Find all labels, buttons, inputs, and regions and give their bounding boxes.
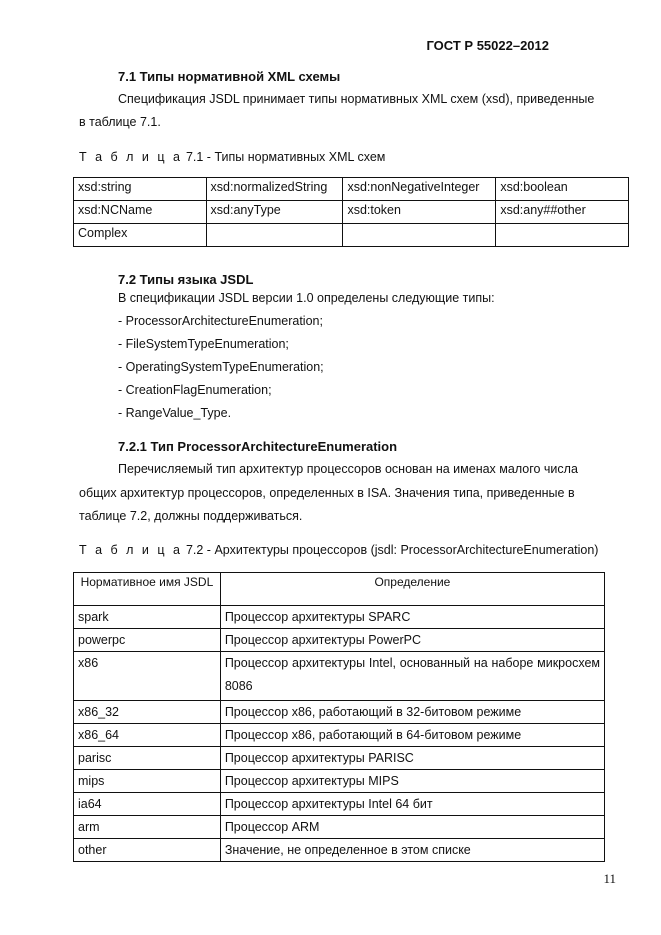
table-row	[74, 793, 605, 816]
arch-name-cell: arm	[74, 816, 221, 839]
table-row	[74, 606, 605, 629]
table-cell	[496, 224, 629, 247]
table-cell: Complex	[74, 224, 207, 247]
arch-definition-cell: Процессор архитектуры Intel, основанный на наборе микросхем 8086	[220, 652, 604, 701]
table-cell: xsd:string	[74, 178, 207, 201]
table-row	[74, 770, 605, 793]
arch-definition-cell: Процессор архитектуры SPARC	[220, 606, 604, 629]
arch-name-cell: x86_32	[74, 701, 221, 724]
table-header-row	[74, 573, 605, 606]
section-7-2-1-paragraph-line1: Перечисляемый тип архитектур процессоров основан на именах малого числа	[118, 462, 578, 476]
page-number: 11	[603, 871, 616, 886]
type-list-item: - ProcessorArchitectureEnumeration;	[118, 314, 323, 328]
table-cell	[343, 224, 496, 247]
document-header: ГОСТ Р 55022–2012	[426, 38, 549, 53]
caption-text: 7.2 - Архитектуры процессоров (jsdl: ProcessorArchitectureEnumeration)	[182, 543, 599, 557]
processor-architectures-table	[73, 572, 605, 862]
table-7-2-caption	[79, 543, 598, 557]
section-7-2-1-heading: 7.2.1 Тип ProcessorArchitectureEnumeration	[118, 439, 398, 454]
arch-definition-cell: Значение, не определенное в этом списке	[220, 839, 604, 862]
arch-name-cell: spark	[74, 606, 221, 629]
caption-prefix: Т а б л и ц а	[79, 543, 183, 557]
caption-text: 7.1 - Типы нормативных XML схем	[182, 150, 386, 164]
arch-name-cell: mips	[74, 770, 221, 793]
type-list-item: - OperatingSystemTypeEnumeration;	[118, 360, 324, 374]
section-7-2-1-paragraph-line2: общих архитектур процессоров, определенных в ISA. Значения типа, приведенные в	[79, 486, 575, 500]
arch-definition-cell: Процессор ARM	[220, 816, 604, 839]
table-7-1-caption	[79, 150, 385, 164]
arch-definition-cell: Процессор архитектуры PARISC	[220, 747, 604, 770]
arch-definition-cell: Процессор архитектуры MIPS	[220, 770, 604, 793]
section-7-2-intro: В спецификации JSDL версии 1.0 определены следующие типы:	[118, 291, 495, 305]
table-cell: xsd:NCName	[74, 201, 207, 224]
caption-prefix: Т а б л и ц а	[79, 150, 183, 164]
table-row	[74, 178, 629, 201]
table-row	[74, 747, 605, 770]
table-row	[74, 201, 629, 224]
table-cell: xsd:normalizedString	[206, 178, 343, 201]
arch-name-cell: ia64	[74, 793, 221, 816]
xsd-types-table	[73, 177, 629, 247]
arch-definition-cell: Процессор архитектуры PowerPC	[220, 629, 604, 652]
type-list-item: - FileSystemTypeEnumeration;	[118, 337, 289, 351]
section-7-1-paragraph-line1: Спецификация JSDL принимает типы нормативных XML схем (xsd), приведенные	[118, 92, 595, 106]
arch-definition-cell: Процессор x86, работающий в 32-битовом режиме	[220, 701, 604, 724]
table-row	[74, 816, 605, 839]
type-list-item: - CreationFlagEnumeration;	[118, 383, 272, 397]
arch-name-cell: x86	[74, 652, 221, 701]
table-row	[74, 652, 605, 701]
arch-definition-cell: Процессор архитектуры Intel 64 бит	[220, 793, 604, 816]
table-row	[74, 839, 605, 862]
arch-name-cell: powerpc	[74, 629, 221, 652]
arch-name-cell: other	[74, 839, 221, 862]
table-row	[74, 701, 605, 724]
type-list-item: - RangeValue_Type.	[118, 406, 232, 420]
table-row	[74, 224, 629, 247]
column-header-name: Нормативное имя JSDL	[74, 573, 221, 606]
section-7-2-1-paragraph-line3: таблице 7.2, должны поддерживаться.	[79, 509, 303, 523]
arch-name-cell: x86_64	[74, 724, 221, 747]
arch-name-cell: parisc	[74, 747, 221, 770]
table-cell: xsd:token	[343, 201, 496, 224]
column-header-definition: Определение	[220, 573, 604, 606]
table-cell	[206, 224, 343, 247]
section-7-1-heading: 7.1 Типы нормативной XML схемы	[118, 69, 341, 84]
table-row	[74, 629, 605, 652]
table-row	[74, 724, 605, 747]
section-7-1-paragraph-line2: в таблице 7.1.	[79, 115, 161, 129]
table-cell: xsd:nonNegativeInteger	[343, 178, 496, 201]
table-cell: xsd:any##other	[496, 201, 629, 224]
arch-definition-cell: Процессор x86, работающий в 64-битовом режиме	[220, 724, 604, 747]
section-7-2-heading: 7.2 Типы языка JSDL	[118, 272, 254, 287]
table-cell: xsd:anyType	[206, 201, 343, 224]
table-cell: xsd:boolean	[496, 178, 629, 201]
